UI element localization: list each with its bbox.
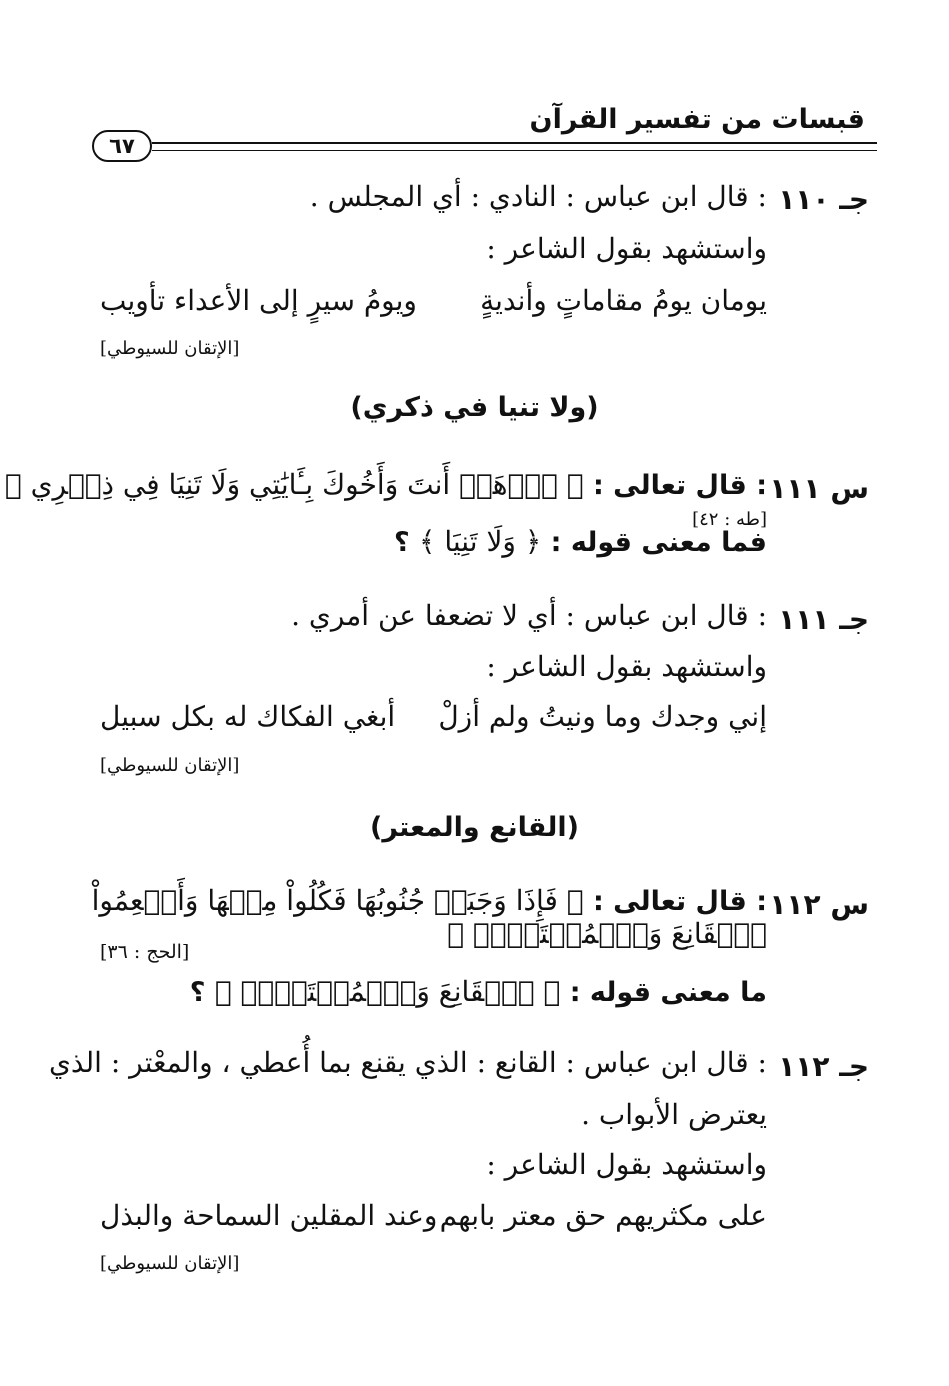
answer-112-line-1: : قال ابن عباس : القانع : الذي يقنع بما أُعطي ، والمعْتر : الذي (49, 1046, 767, 1079)
question-111-ask (394, 525, 767, 558)
answer-111-label: جـ ١١١ (778, 603, 869, 636)
answer-111-line-1: : قال ابن عباس : أي لا تضعفا عن أمري . (291, 599, 767, 632)
question-111-ask-quran: ﴿ وَلَا تَنِيَا ﴾ (419, 525, 542, 558)
question-112-ask-quran: ﴿ ٱلۡقَانِعَ وَٱلۡمُعۡتَرَّۚ ﴾ (214, 975, 561, 1008)
question-112-ref: [الحج : ٣٦] (100, 941, 190, 963)
answer-111-source: [الإتقان للسيوطي] (100, 755, 240, 776)
answer-110-line-2: واستشهد بقول الشاعر : (486, 232, 767, 265)
page-number: ٦٧ (92, 130, 152, 162)
answer-110-verse-left: ويومُ سيرٍ إلى الأعداء تأويب (100, 284, 417, 317)
answer-110-source: [الإتقان للسيوطي] (100, 338, 240, 359)
header-rule (152, 142, 877, 151)
answer-111-verse-right: إني وجدك وما ونيتُ ولم أزلْ (438, 700, 767, 733)
answer-112-verse-right: على مكثريهم حق معتر بابهم (439, 1199, 767, 1232)
question-112-quran: ﴿ فَإِذَا وَجَبَتۡ جُنُوبُهَا فَكُلُواْ مِنۡهَا وَأَطۡعِمُواْ ٱلۡقَانِعَ وَٱلۡمُعۡتَرَّۚ ﴾ (91, 884, 767, 950)
question-112-prefix: : قال تعالى : (592, 886, 767, 917)
answer-112-source: [الإتقان للسيوطي] (100, 1253, 240, 1274)
question-112-question-mark: ؟ (189, 977, 206, 1008)
question-111-ref: [طه : ٤٢] (692, 509, 767, 530)
answer-112-line-2: يعترض الأبواب . (581, 1098, 767, 1131)
answer-110-label: جـ ١١٠ (778, 183, 869, 216)
answer-110-verse-right: يومان يومُ مقاماتٍ وأنديةٍ (480, 284, 767, 317)
question-111-ask-prefix: فما معنى قوله : (550, 527, 767, 558)
running-header-title: قبسات من تفسير القرآن (529, 104, 865, 135)
answer-110-line-1: : قال ابن عباس : النادي : أي المجلس . (309, 180, 767, 213)
question-111-line (0, 468, 767, 532)
question-112-ask (190, 975, 767, 1008)
question-112-label: س ١١٢ (769, 888, 869, 921)
section-heading-2: (القانع والمعتر) (370, 812, 579, 843)
answer-112-label: جـ ١١٢ (778, 1050, 869, 1083)
answer-111-verse-left: أبغي الفكاك له بكل سبيل (100, 700, 396, 733)
question-111-prefix: : قال تعالى : (592, 470, 767, 501)
question-111-label: س ١١١ (769, 472, 869, 505)
answer-112-verse-left: وعند المقلين السماحة والبذل (100, 1199, 438, 1232)
question-112-ask-prefix: ما معنى قوله : (569, 977, 767, 1008)
question-111-question-mark: ؟ (393, 527, 410, 558)
question-111-quran: ﴿ ٱذۡهَبۡ أَنتَ وَأَخُوكَ بِـَٔايَٰتِي وَلَا تَنِيَا فِي ذِكۡرِي ﴾ (4, 468, 584, 501)
answer-111-line-2: واستشهد بقول الشاعر : (486, 650, 767, 683)
section-heading-1: (ولا تنيا في ذكري) (350, 392, 599, 423)
answer-112-line-3: واستشهد بقول الشاعر : (486, 1148, 767, 1181)
